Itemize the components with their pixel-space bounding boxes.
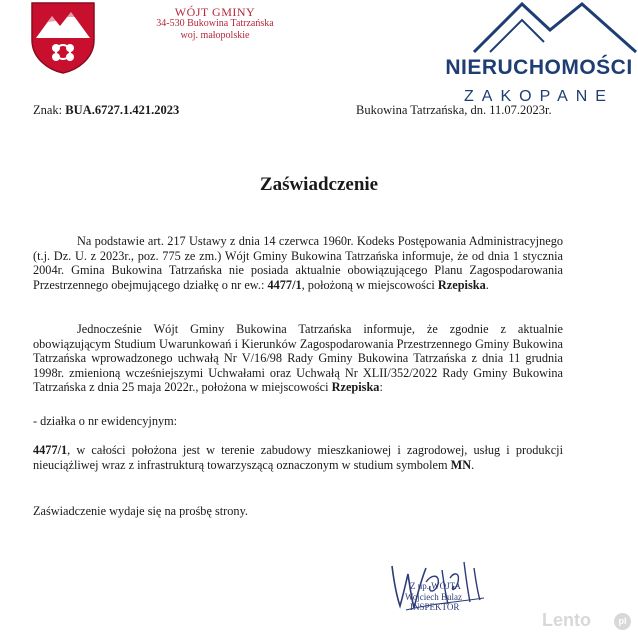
p4-symbol: MN (450, 457, 472, 472)
p2-text: Jednocześnie Wójt Gminy Bukowina Tatrzańska informuje, że zgodnie z aktualnie obowiązującym Studium Uwarunkowań i Kierunków Zagospodarowania Przestrzennego Gminy Bukowina Tatrzańska wprowadzonego uchwałą Nr V/16/98 Rady Gminy Bukowina Tatrzańska z dnia 11 grudnia 1998r. zmienioną wcześniejszymi Uchwałami oraz Uchwałą Nr XLII/352/2022 Rady Gminy Bukowina Tatrzańska z dnia 25 maja 2022r., położona w miejscowości (33, 322, 563, 395)
signature-line-2: Wojciech Bulaz (405, 592, 463, 602)
p1-text: Na podstawie art. 217 Ustawy z dnia 14 czerwca 1960r. Kodeks Postępowania Administracyjnego (t.j. Dz. U. z 2023r., poz. 775 ze zm.) Wójt Gminy Bukowina Tatrzańska informuje, że od dnia 1 stycznia 2004r. Gmina Bukowina Tatrzańska nie posiada aktualnie obowiązującego Planu Zagospodarowania Przestrzennego obejmującego działkę o nr ew.: (33, 234, 563, 292)
paragraph-3: - działka o nr ewidencyjnym: (33, 414, 178, 428)
stamp-line-3: woj. małopolskie (180, 30, 250, 41)
watermark-brand: NIERUCHOMOŚCI (445, 56, 633, 79)
document-title: Zaświadczenie (259, 174, 379, 195)
p4-end: . (471, 457, 475, 472)
stamp-line-2: 34-530 Bukowina Tatrzańska (156, 18, 274, 29)
p4-parcel: 4477/1 (33, 443, 68, 457)
p2-place: Rzepiska (331, 380, 380, 395)
p1-mid: , położoną w miejscowości (301, 277, 438, 292)
office-stamp (110, 6, 320, 42)
lento-badge: pl (614, 613, 631, 630)
p1-end: . (485, 277, 489, 292)
coat-of-arms-icon (28, 0, 98, 75)
reference-value: BUA.6727.1.421.2023 (65, 103, 180, 117)
paragraph-2 (33, 322, 563, 395)
signature-line-1: Z up. WÓJTA (410, 581, 461, 591)
roof-logo-icon (440, 0, 638, 58)
reference-number (33, 103, 179, 118)
p1-parcel: 4477/1 (267, 277, 302, 292)
watermark-city: ZAKOPANE (464, 88, 614, 105)
lento-watermark: Lento (542, 610, 591, 630)
p1-place: Rzepiska (437, 277, 486, 292)
paragraph-5: Zaświadczenie wydaje się na prośbę strony. (33, 504, 249, 518)
paragraph-1 (33, 234, 563, 292)
place-and-date: Bukowina Tatrzańska, dn. 11.07.2023r. (356, 103, 552, 117)
paragraph-4 (33, 443, 563, 472)
p4-text: , w całości położona jest w terenie zabudowy mieszkaniowej i zagrodowej, usług i produkcji nieuciążliwej wraz z infrastrukturą towarzyszącą oznaczonym w studium symbolem (33, 443, 563, 472)
reference-label: Znak: (33, 103, 66, 117)
stamp-line-1: WÓJT GMINY (174, 5, 256, 19)
p2-end: : (379, 380, 383, 395)
signature-line-3: INSPEKTOR (410, 602, 460, 612)
